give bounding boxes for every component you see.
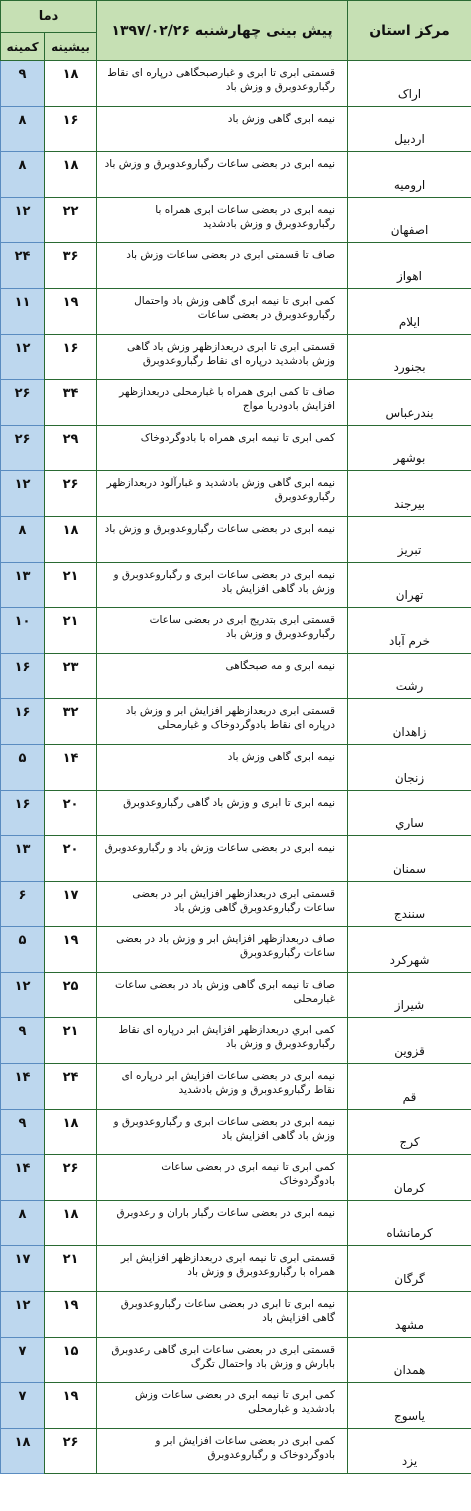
table-row [1,152,471,198]
city-name: بندرعباس [348,380,471,426]
max-temp: ۱۸ [45,1200,97,1246]
max-temp: ۱۹ [45,927,97,973]
min-temp: ۱۸ [1,1428,45,1474]
min-temp: ۱۴ [1,1064,45,1110]
city-name: تبریز [348,516,471,562]
min-temp: ۹ [1,1109,45,1155]
min-temp: ۱۲ [1,334,45,380]
forecast-text: نیمه ابری گاهی وزش باد [97,106,348,152]
max-temp: ۱۸ [45,61,97,107]
max-temp: ۳۲ [45,699,97,745]
max-temp: ۲۶ [45,471,97,517]
forecast-text: صاف دربعدازظهر افزایش ابر و وزش باد در بعضی ساعات رگباروعدوبرق [97,927,348,973]
forecast-text: قسمتی ابری تا ابری و غبارصبحگاهی درپاره ای نقاط رگباروعدوبرق و وزش باد [97,61,348,107]
city-name: زاهدان [348,699,471,745]
max-temp-header: بیشینه [45,33,97,61]
table-row [1,334,471,380]
min-temp: ۱۰ [1,608,45,654]
table-row [1,1200,471,1246]
forecast-text: قسمتی ابری دربعدازظهر افزایش ابر در بعضی ساعات رگباروعدوبرق گاهی وزش باد [97,881,348,927]
city-name: کرج [348,1109,471,1155]
forecast-text: نیمه ابری در بعضی ساعات وزش باد و رگباروعدوبرق [97,836,348,882]
table-row [1,1428,471,1474]
table-row [1,197,471,243]
table-row [1,927,471,973]
city-name: یزد [348,1428,471,1474]
table-row [1,744,471,790]
forecast-text: قسمتی ابری در بعضی ساعات ابری گاهی رعدوبرق بابارش و وزش باد واحتمال تگرگ [97,1337,348,1383]
table-row [1,425,471,471]
max-temp: ۱۷ [45,881,97,927]
max-temp: ۲۱ [45,608,97,654]
min-temp: ۸ [1,516,45,562]
city-name: قزوین [348,1018,471,1064]
table-row [1,1246,471,1292]
table-row [1,881,471,927]
forecast-text: نیمه ابری در بعضی ساعات ابری و رگباروعدوبرق و وزش باد گاهی افزایش باد [97,1109,348,1155]
min-temp: ۱۶ [1,699,45,745]
forecast-text: قسمتی ابری دربعدازظهر افزایش ابر و وزش باد درپاره ای نقاط بادوگردوخاک و غبارمحلی [97,699,348,745]
forecast-text: نیمه ابری در بعضی ساعات افزایش ابر درپاره ای نقاط رگباروعدوبرق و وزش بادشدید [97,1064,348,1110]
forecast-text: کمی ابری تا نیمه ابری در بعضی ساعات بادوگردوخاک [97,1155,348,1201]
max-temp: ۱۶ [45,334,97,380]
min-temp: ۱۳ [1,562,45,608]
max-temp: ۱۸ [45,1109,97,1155]
max-temp: ۳۴ [45,380,97,426]
max-temp: ۱۹ [45,1292,97,1338]
min-temp: ۱۶ [1,790,45,836]
min-temp-header: کمینه [1,33,45,61]
table-row [1,380,471,426]
city-name: شهرکرد [348,927,471,973]
max-temp: ۲۶ [45,1155,97,1201]
city-name: بوشهر [348,425,471,471]
min-temp: ۱۲ [1,471,45,517]
table-row [1,836,471,882]
city-name: سنندج [348,881,471,927]
table-row [1,972,471,1018]
forecast-text: نیمه ابری در بعضی ساعات رگباروعدوبرق و وزش باد [97,152,348,198]
forecast-text: کمی ابري دربعدازظهر افزايش ابر درپاره ای نقاط رگباروعدوبرق و وزش باد [97,1018,348,1064]
city-name: رشت [348,653,471,699]
city-name: تهران [348,562,471,608]
city-name: اهواز [348,243,471,289]
min-temp: ۲۴ [1,243,45,289]
table-row [1,1064,471,1110]
table-body [1,61,471,1474]
max-temp: ۲۰ [45,836,97,882]
table-row [1,1383,471,1429]
city-name: اردبیل [348,106,471,152]
forecast-text: کمی ابری تا نیمه ابری در بعضی ساعات وزش بادشدید و غبارمحلی [97,1383,348,1429]
max-temp: ۲۱ [45,1246,97,1292]
max-temp: ۱۵ [45,1337,97,1383]
min-temp: ۸ [1,152,45,198]
forecast-text: صاف تا نیمه ابری گاهی وزش باد در بعضی ساعات غبارمحلی [97,972,348,1018]
city-name: ارومیه [348,152,471,198]
temperature-group-header: دما [1,1,97,33]
max-temp: ۱۴ [45,744,97,790]
city-name: کرمان [348,1155,471,1201]
max-temp: ۲۳ [45,653,97,699]
city-name: گرگان [348,1246,471,1292]
max-temp: ۲۱ [45,562,97,608]
max-temp: ۲۴ [45,1064,97,1110]
table-row [1,471,471,517]
city-name: کرمانشاه [348,1200,471,1246]
max-temp: ۲۶ [45,1428,97,1474]
max-temp: ۳۶ [45,243,97,289]
city-column-header: مرکز استان [348,1,471,61]
forecast-column-header: پیش بینی چهارشنبه ۱۳۹۷/۰۲/۲۶ [97,1,348,61]
table-row [1,288,471,334]
forecast-text: نیمه ابری تا ابری در بعضی ساعات رگباروعدوبرق گاهی افزایش باد [97,1292,348,1338]
table-row [1,243,471,289]
max-temp: ۱۸ [45,152,97,198]
forecast-text: قسمتی ابری تا نیمه ابری دربعدازظهر افزایش ابر همراه با رگباروعدوبرق و وزش باد [97,1246,348,1292]
forecast-text: کمی ابری تا نیمه ابری گاهی وزش باد واحتمال رگباروعدوبرق در بعضی ساعات [97,288,348,334]
forecast-text: نیمه ابری در بعضی ساعات رگبار باران و رعدوبرق [97,1200,348,1246]
city-name: زنجان [348,744,471,790]
city-name: ساري [348,790,471,836]
city-name: بجنورد [348,334,471,380]
table-row [1,1155,471,1201]
city-name: همدان [348,1337,471,1383]
min-temp: ۹ [1,1018,45,1064]
max-temp: ۲۰ [45,790,97,836]
table-row [1,653,471,699]
forecast-text: کمی ابری در بعضی ساعات افزایش ابر و بادوگردوخاک و رگباروعدوبرق [97,1428,348,1474]
forecast-text: نیمه ابری گاهی وزش باد [97,744,348,790]
table-row [1,790,471,836]
min-temp: ۵ [1,927,45,973]
forecast-text: نیمه ابری در بعضی ساعات رگباروعدوبرق و وزش باد [97,516,348,562]
forecast-text: صاف تا کمی ابری همراه با غبارمحلی دربعدازظهر افزایش بادودریا مواج [97,380,348,426]
min-temp: ۸ [1,106,45,152]
city-name: ایلام [348,288,471,334]
table-row [1,562,471,608]
table-row [1,1292,471,1338]
max-temp: ۱۹ [45,1383,97,1429]
min-temp: ۷ [1,1383,45,1429]
table-row [1,516,471,562]
min-temp: ۱۱ [1,288,45,334]
forecast-text: کمی ابری تا نیمه ابری همراه با بادوگردوخاک [97,425,348,471]
forecast-text: نیمه ابری در بعضی ساعات ابری و رگباروعدوبرق و وزش باد گاهی افزایش باد [97,562,348,608]
city-name: خرم آباد [348,608,471,654]
table-row [1,608,471,654]
table-row [1,1018,471,1064]
forecast-text: قسمتی ابری تا ابری دربعدازظهر وزش باد گاهی وزش بادشدید درپاره ای نقاط رگباروعدوبرق [97,334,348,380]
table-row [1,1109,471,1155]
table-row [1,1337,471,1383]
max-temp: ۲۱ [45,1018,97,1064]
city-name: سمنان [348,836,471,882]
min-temp: ۱۷ [1,1246,45,1292]
min-temp: ۶ [1,881,45,927]
min-temp: ۲۶ [1,425,45,471]
city-name: مشهد [348,1292,471,1338]
city-name: یاسوج [348,1383,471,1429]
city-name: شیراز [348,972,471,1018]
min-temp: ۱۲ [1,972,45,1018]
forecast-text: قسمتی ابری بتدریج ابری در بعضی ساعات رگباروعدوبرق و وزش باد [97,608,348,654]
table-row [1,699,471,745]
table-row [1,61,471,107]
forecast-text: نیمه ابری تا ابری و وزش باد گاهی رگباروعدوبرق [97,790,348,836]
max-temp: ۱۹ [45,288,97,334]
city-name: بیرجند [348,471,471,517]
min-temp: ۱۳ [1,836,45,882]
forecast-text: نیمه ابری و مه صبحگاهی [97,653,348,699]
min-temp: ۷ [1,1337,45,1383]
forecast-text: صاف تا قسمتی ابری در بعضی ساعات وزش باد [97,243,348,289]
max-temp: ۲۹ [45,425,97,471]
table-row [1,106,471,152]
city-name: اصفهان [348,197,471,243]
forecast-text: نیمه ابری گاهی وزش بادشدید و غبارآلود دربعدازظهر رگباروعدوبرق [97,471,348,517]
forecast-text: نیمه ابری در بعضی ساعات ابری همراه با رگباروعدوبرق و وزش بادشدید [97,197,348,243]
min-temp: ۱۲ [1,197,45,243]
max-temp: ۲۲ [45,197,97,243]
max-temp: ۲۵ [45,972,97,1018]
max-temp: ۱۶ [45,106,97,152]
min-temp: ۲۶ [1,380,45,426]
min-temp: ۵ [1,744,45,790]
city-name: قم [348,1064,471,1110]
min-temp: ۱۲ [1,1292,45,1338]
min-temp: ۱۴ [1,1155,45,1201]
min-temp: ۹ [1,61,45,107]
table-header [1,1,471,61]
max-temp: ۱۸ [45,516,97,562]
min-temp: ۸ [1,1200,45,1246]
city-name: اراک [348,61,471,107]
min-temp: ۱۶ [1,653,45,699]
